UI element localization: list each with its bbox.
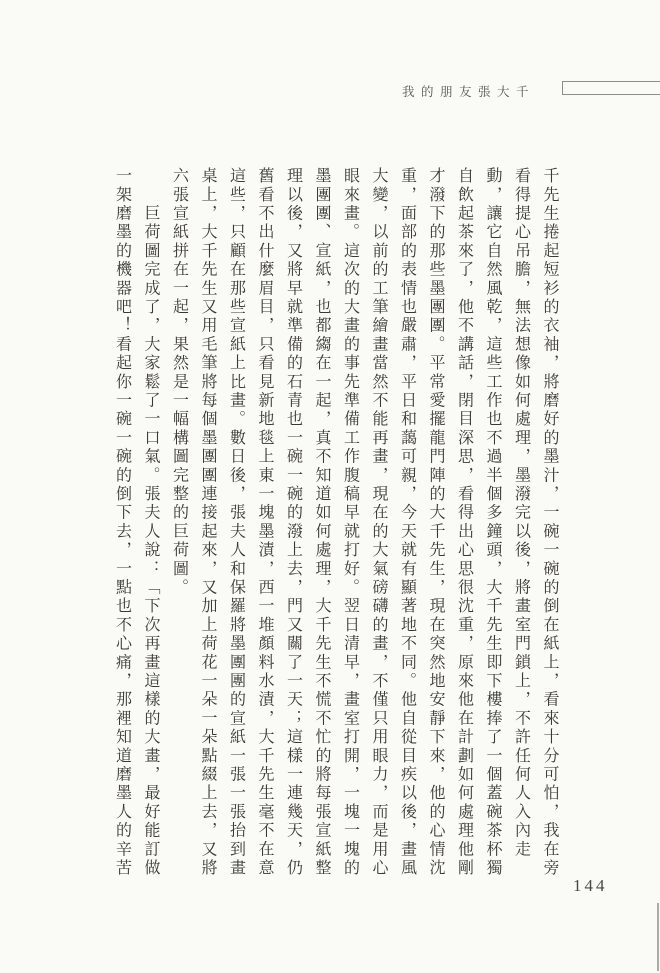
- body-text: [107, 167, 563, 879]
- page-number: 144: [573, 876, 608, 895]
- paragraph: 巨荷圖完成了，大家鬆了一口氣。張夫人說：「下次再畫這樣的大畫，最好能訂做一架磨墨的機器吧！看起你一碗一碗的倒下去，一點也不心痛，那裡知道磨墨人的辛苦: [113, 167, 159, 878]
- running-head-title: 我的朋友張大千: [402, 85, 536, 99]
- paragraph: 千先生捲起短衫的衣袖，將磨好的墨汁，一碗一碗的倒在紙上，看來十分可怕，我在旁看得提心吊膽，無法想像如何處理，墨潑完以後，將畫室門鎖上，不許任何人入內走動，讓它自然風乾，這些工作也不過半個多鐘頭，大千先生即下樓捧了一個蓋碗茶杯獨自飲起茶來了，他不講話，閉目深思，看得出心思很沈重，原來他在計劃如何處理他剛才潑下的那些墨團團。平常愛擺龍門陣的大千先生，現在突然地安靜下來，他的心情沈重，面部的表情也嚴肅，平日和藹可親，今天就有顯著地不同。他自從目疾以後，畫風大變，以前的工筆繪畫當然不能再畫，現在的大氣磅礴的畫，不僅只用眼力，而是用心眼來畫。這次的大畫的事先準備工作腹稿早就打好。翌日清早，畫室打開，一塊一塊的墨團團、宣紙，也都縐在一起，真不知道如何處理，大千先生不慌不忙的將每張宣紙整理以後，又將早就準備的石青也一碗一碗的潑上去，門又關了一天；這樣一連幾天，仍舊看不出什麼眉目，只看見新地毯上東一塊墨漬，西一堆顏料水漬，大千先生毫不在意這些，只顧在那些宣紙上比畫。數日後，張夫人和保羅將墨團團的宣紙一張一張抬到畫桌上，大千先生又用毛筆將每個墨團團連接起來，又加上荷花一朵一朵點綴上去，又將六張宣紙拼在一起，果然是一幅構圖完整的巨荷圖。: [170, 167, 558, 878]
- running-head-rule-box: [562, 81, 660, 95]
- scan-edge-artifact: [657, 903, 659, 971]
